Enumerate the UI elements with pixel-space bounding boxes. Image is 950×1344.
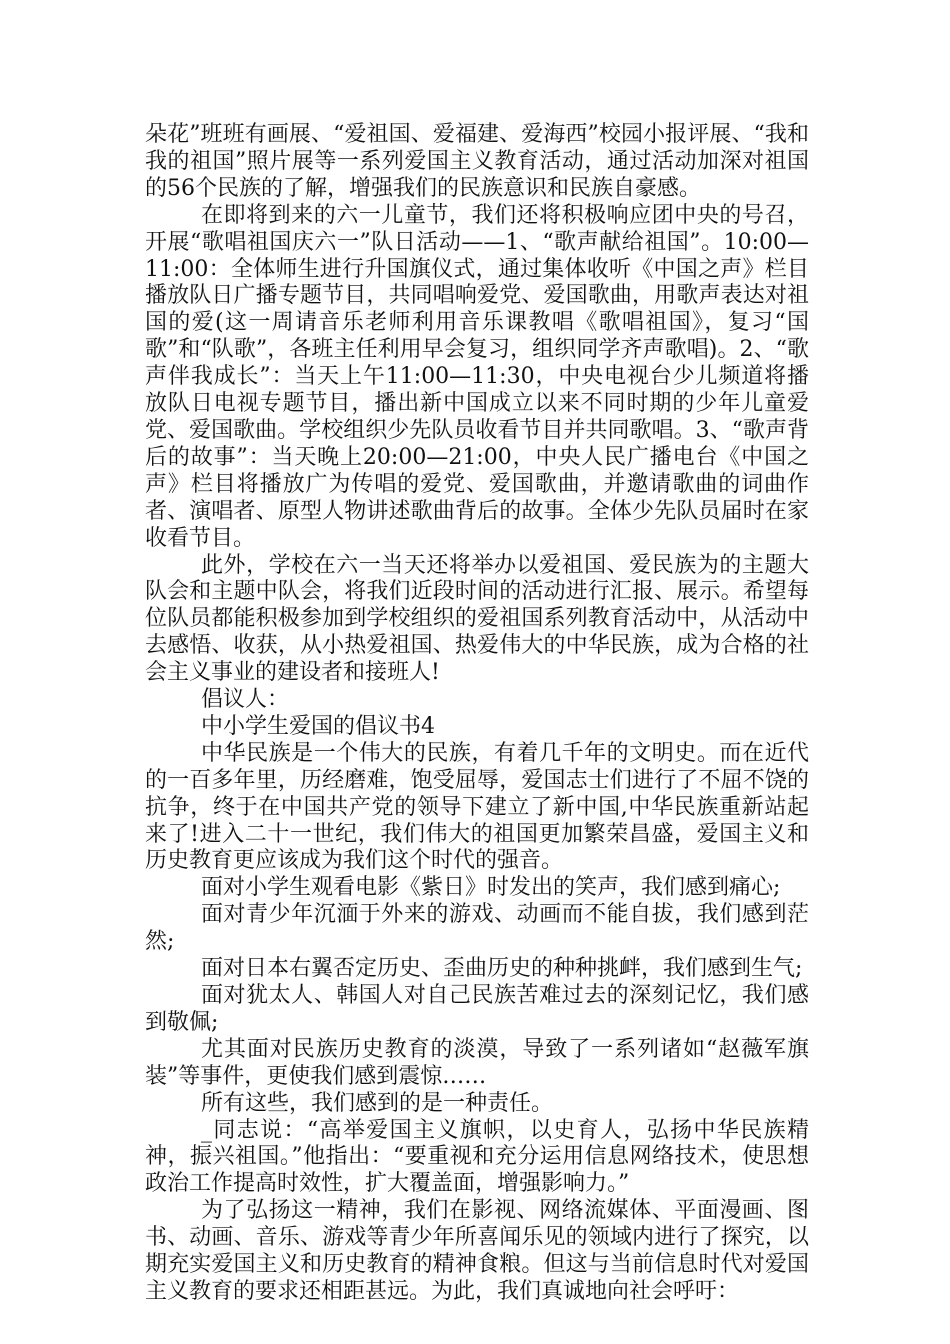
signature-line: 倡议人： (201, 687, 290, 713)
document-body (145, 122, 809, 1306)
paragraph-facing-2: 面对青少年沉湎于外来的游戏、动画而不能自拔，我们感到茫然; (145, 902, 809, 955)
paragraph-school-assembly: 此外，学校在六一当天还将举办以爱祖国、爱民族为的主题大队会和主题中队会，将我们近段时间的活动进行汇报、展示。希望每位队员都能积极参加到学校组织的爱祖国系列教育活动中，从活动中去感悟、收获，从小热爱祖国、热爱伟大的中华民族，成为合格的社会主义事业的建设者和接班人! (145, 552, 809, 686)
paragraph-responsibility: 所有这些，我们感到的是一种责任。 (201, 1090, 554, 1116)
paragraph-nation-history: 中华民族是一个伟大的民族，有着几千年的文明史。而在近代的一百多年里，历经磨难，饱受屈辱，爱国志士们进行了不屈不饶的抗争，终于在中国共产党的领导下建立了新中国,中华民族重新站起来了!进入二十一世纪，我们伟大的祖国更加繁荣昌盛，爱国主义和历史教育更应该成为我们这个时代的强音。 (145, 740, 809, 874)
paragraph-activities-summary: 朵花”班班有画展、“爱祖国、爱福建、爱海西”校园小报评展、“我和我的祖国”照片展等一系列爱国主义教育活动，通过活动加深对祖国的56个民族的了解，增强我们的民族意识和民族自豪感。 (145, 122, 809, 201)
paragraph-facing-1: 面对小学生观看电影《紫日》时发出的笑声，我们感到痛心; (201, 875, 781, 901)
paragraph-quote: _同志说：“高举爱国主义旗帜，以史育人，弘扬中华民族精神，振兴祖国。”他指出：“要重视和充分运用信息网络技术，使思想政治工作提高时效性，扩大覆盖面，增强影响力。” (145, 1117, 809, 1197)
paragraph-facing-5: 尤其面对民族历史教育的淡漠，导致了一系列诸如“赵薇军旗装”等事件，更使我们感到震惊…… (145, 1036, 809, 1089)
paragraph-facing-4: 面对犹太人、韩国人对自己民族苦难过去的深刻记忆，我们感到敬佩; (145, 983, 809, 1035)
section-heading: 中小学生爱国的倡议书4 (201, 713, 435, 739)
paragraph-appeal: 为了弘扬这一精神，我们在影视、网络流媒体、平面漫画、图书、动画、音乐、游戏等青少年所喜闻乐见的领域内进行了探究，以期充实爱国主义和历史教育的精神食粮。但这与当前信息时代对爱国主义教育的要求还相距甚远。为此，我们真诚地向社会呼吁： (145, 1198, 809, 1304)
paragraph-childrens-day-plan: 在即将到来的六一儿童节，我们还将积极响应团中央的号召，开展“歌唱祖国庆六一”队日活动——1、“歌声献给祖国”。10:00—11:00：全体师生进行升国旗仪式，通过集体收听《中国之声》栏目播放队日广播专题节目，共同唱响爱党、爱国歌曲，用歌声表达对祖国的爱(这一周请音乐老师利用音乐课教唱《歌唱祖国》，复习“国歌”和“队歌”，各班主任利用早会复习，组织同学齐声歌唱)。2、“歌声伴我成长”：当天上午11:00—11:30，中央电视台少儿频道将播放队日电视专题节目，播出新中国成立以来不同时期的少年儿童爱党、爱国歌曲。学校组织少先队员收看节目并共同歌唱。3、“歌声背后的故事”：当天晚上20:00—21:00，中央人民广播电台《中国之声》栏目将播放广为传唱的爱党、爱国歌曲，并邀请歌曲的词曲作者、演唱者、原型人物讲述歌曲背后的故事。全体少先队员届时在家收看节目。 (145, 202, 809, 551)
paragraph-facing-3: 面对日本右翼否定历史、歪曲历史的种种挑衅，我们感到生气; (201, 956, 803, 982)
